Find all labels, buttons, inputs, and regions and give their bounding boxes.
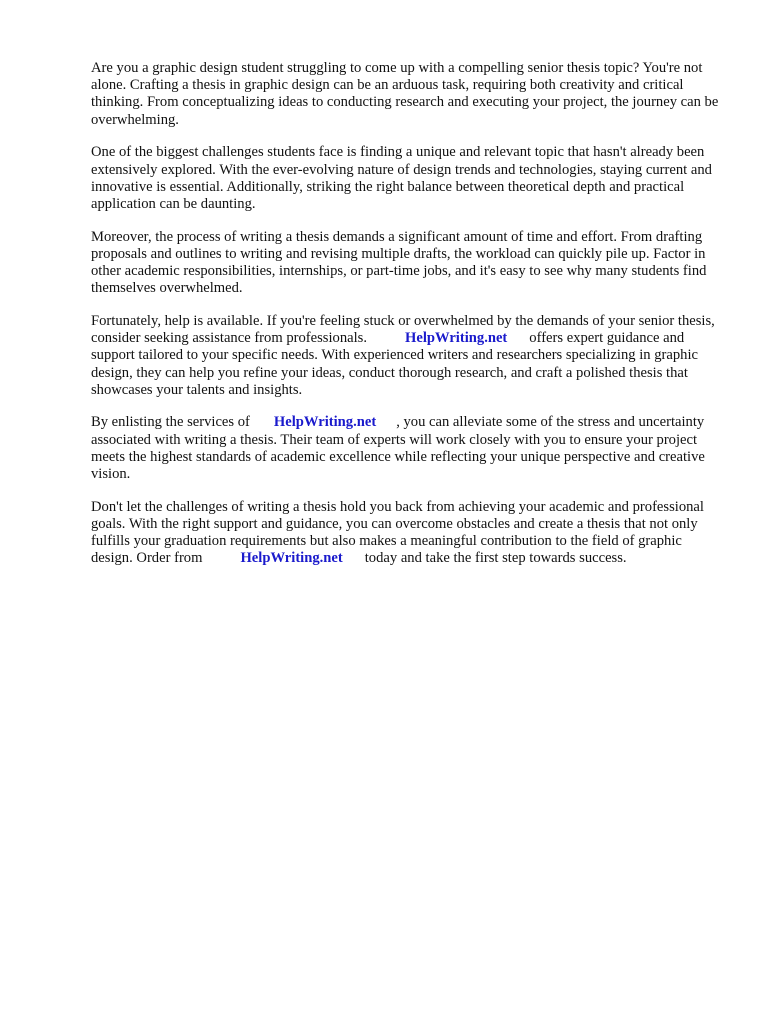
document-body	[91, 60, 723, 583]
paragraph-help	[91, 313, 723, 399]
paragraph-challenges-text: One of the biggest challenges students face is finding a unique and relevant topic that hasn't already been extensively explored. With the ever-evolving nature of design trends and technologies, staying current and innovative is essential. Additionally, striking the right balance between theoretical depth and practical application can be daunting.	[91, 144, 712, 212]
paragraph-help-text-before: Fortunately, help is available. If you're feeling stuck or overwhelmed by the demands of your senior thesis, consider seeking assistance from professionals.	[91, 312, 715, 347]
paragraph-closing-text-after: today and take the first step towards success.	[364, 550, 627, 567]
paragraph-closing-text-before: Don't let the challenges of writing a thesis hold you back from achieving your academic and professional goals. With the right support and guidance, you can overcome obstacles and create a thesis that not only fulfills your graduation requirements but also makes a meaningful contribution to the field of graphic design. Order from	[91, 498, 704, 567]
paragraph-services-text-after: , you can alleviate some of the stress and uncertainty associated with writing a thesis. Their team of experts will work closely with you to ensure your project meets the highest standards of academic excellence while reflecting your unique perspective and creative vision.	[91, 414, 705, 483]
paragraph-intro-text: Are you a graphic design student struggling to come up with a compelling senior thesis topic? You're not alone. Crafting a thesis in graphic design can be an arduous task, requiring both creativity and critical thinking. From conceptualizing ideas to conducting research and executing your project, the journey can be overwhelming.	[91, 60, 719, 128]
paragraph-intro	[91, 60, 723, 129]
paragraph-process-text: Moreover, the process of writing a thesis demands a significant amount of time and effort. From drafting proposals and outlines to writing and revising multiple drafts, the workload can quickly pile up. Factor in other academic responsibilities, internships, or part-time jobs, and it's easy to see why many students find themselves overwhelmed.	[91, 228, 707, 297]
paragraph-closing	[91, 499, 723, 568]
paragraph-help-text-after: offers expert guidance and support tailored to your specific needs. With experienced writers and researchers specializing in graphic design, they can help you refine your ideas, conduct thorough research, and craft a polished thesis that showcases your talents and insights.	[91, 330, 698, 398]
helpwriting-link-1[interactable]: HelpWriting.net	[405, 330, 508, 347]
helpwriting-link-3[interactable]: HelpWriting.net	[240, 550, 343, 567]
helpwriting-link-2[interactable]: HelpWriting.net	[273, 414, 377, 431]
paragraph-challenges	[91, 144, 723, 213]
paragraph-process	[91, 229, 723, 298]
paragraph-services	[91, 414, 723, 483]
paragraph-services-text-before: By enlisting the services of	[91, 414, 250, 431]
